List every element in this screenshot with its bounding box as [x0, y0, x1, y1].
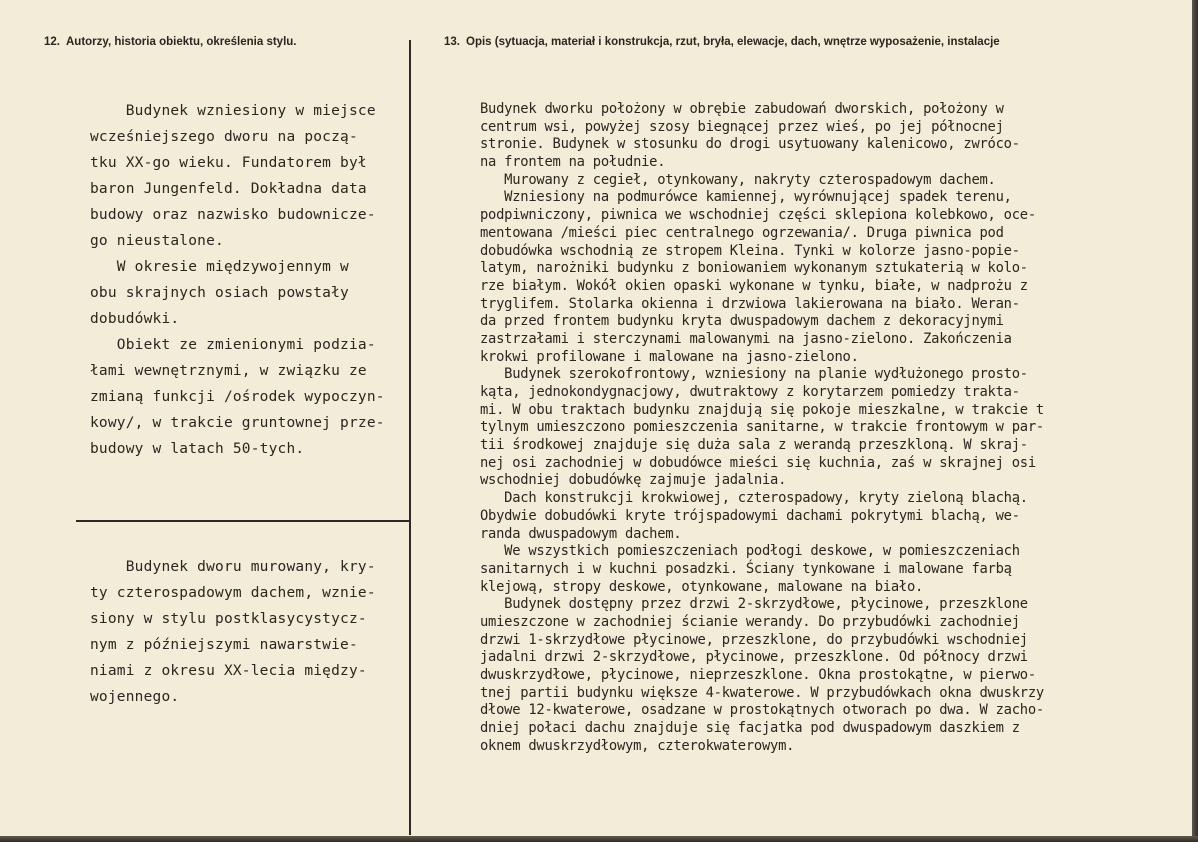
- style-line: niami z okresu XX-lecia między-: [90, 663, 367, 679]
- description-line: na frontem na południe.: [480, 154, 666, 171]
- description-line: dobudówka wschodnią ze stropem Kleina. Tynki w kolorze jasno-popie-: [480, 242, 1020, 259]
- description-line: tryglifem. Stolarka okienna i drzwiowa lakierowana na biało. Weran-: [480, 295, 1020, 312]
- section-12-title: Autorzy, historia obiektu, określenia stylu.: [66, 36, 297, 48]
- description-line: stronie. Budynek w stosunku do drogi usytuowany kalenicowo, zwróco-: [480, 136, 1020, 153]
- history-line: zmianą funkcji /ośrodek wypoczyn-: [90, 389, 385, 405]
- description-text: [480, 101, 1044, 755]
- description-line: Budynek dostępny przez drzwi 2-skrzydłowe, płycinowe, przeszklone: [480, 596, 1028, 613]
- description-line: mentowana /mieści piec centralnego ogrzewania/. Druga piwnica pod: [480, 224, 1004, 241]
- description-line: mi. W obu traktach budynku znajdują się pokoje mieszkalne, w trakcie t: [480, 401, 1044, 418]
- section-12-number: 12.: [44, 36, 60, 48]
- description-line: dwuskrzydłowe, płycinowe, nieprzeszklone. Okna prostokątne, w pierwo-: [480, 667, 1036, 683]
- history-line: obu skrajnych osiach powstały: [90, 285, 349, 301]
- description-line: drzwi 1-skrzydłowe płycinowe, przeszklone, do przybudówki wschodniej: [480, 631, 1028, 648]
- description-line: latym, narożniki budynku z boniowaniem wykonanym sztukaterią w kolo-: [480, 260, 1028, 277]
- style-text: [90, 554, 376, 710]
- style-line: siony w stylu postklasycystycz-: [90, 611, 367, 627]
- description-line: tii środkowej znajduje się duża sala z werandą przeszkloną. W skraj-: [480, 437, 1028, 454]
- description-line: podpiwniczony, piwnica we wschodniej części sklepiona kolebkowo, oce-: [480, 207, 1036, 224]
- description-line: dłowe 12-kwaterowe, osadzane w prostokątnych otworach po dwa. W zacho-: [480, 702, 1044, 719]
- history-line: Budynek wzniesiony w miejsce: [90, 103, 376, 119]
- style-line: nym z późniejszymi nawarstwie-: [90, 637, 358, 653]
- description-line: Budynek dworku położony w obrębie zabudowań dworskich, położony w: [480, 101, 1004, 117]
- section-13-title: Opis (sytuacja, materiał i konstrukcja, rzut, bryła, elewacje, dach, wnętrze wyposażenie, instalacje: [466, 36, 1000, 48]
- description-line: randa dwuspadowym dachem.: [480, 525, 682, 542]
- style-line: ty czterospadowym dachem, wznie-: [90, 585, 376, 601]
- description-line: Obydwie dobudówki kryte trójspadowymi dachami pokrytymi blachą, we-: [480, 507, 1020, 524]
- description-line: nej osi zachodniej w dobudówce mieści się kuchnia, zaś w skrajnej osi: [480, 454, 1036, 471]
- section-13-number: 13.: [444, 36, 460, 48]
- description-line: krokwi profilowane i malowane na jasno-zielono.: [480, 348, 859, 365]
- scan-edge-bottom: [0, 836, 1198, 842]
- history-line: budowy w latach 50-tych.: [90, 441, 305, 457]
- history-text: [90, 98, 385, 462]
- style-line: wojennego.: [90, 689, 180, 705]
- history-line: go nieustalone.: [90, 233, 224, 249]
- history-line: kowy/, w trakcie gruntownej prze-: [90, 415, 385, 431]
- description-line: Budynek szerokofrontowy, wzniesiony na planie wydłużonego prosto-: [480, 366, 1028, 383]
- description-line: Wzniesiony na podmurówce kamiennej, wyrównującej spadek terenu,: [480, 189, 1012, 206]
- history-line: tku XX-go wieku. Fundatorem był: [90, 155, 367, 171]
- description-line: rze białym. Wokół okien opaski wykonane w tynku, białe, w nadprożu z: [480, 277, 1028, 294]
- description-line: zastrzałami i sterczynami malowanymi na jasno-zielono. Zakończenia: [480, 330, 1012, 347]
- description-line: centrum wsi, powyżej szosy biegnącej przez wieś, po jej północnej: [480, 118, 1004, 135]
- description-line: umieszczone w zachodniej ścianie werandy. Do przybudówki zachodniej: [480, 613, 1020, 630]
- left-section-divider: [76, 520, 410, 522]
- column-divider: [409, 40, 411, 835]
- description-line: klejową, stropy deskowe, otynkowane, malowane na biało.: [480, 578, 924, 595]
- history-line: budowy oraz nazwisko budownicze-: [90, 207, 376, 223]
- section-12-header: [44, 36, 296, 48]
- description-line: Dach konstrukcji krokwiowej, czterospadowy, kryty zieloną blachą.: [480, 490, 1028, 507]
- description-line: tylnym umieszczono pomieszczenia sanitarne, w trakcie frontowym w par-: [480, 419, 1044, 436]
- history-line: łami wewnętrznymi, w związku ze: [90, 363, 367, 379]
- description-line: wschodniej dobudówkę zajmuje jadalnia.: [480, 472, 787, 489]
- description-line: jadalni drzwi 2-skrzydłowe, płycinowe, przeszklone. Od północy drzwi: [480, 649, 1028, 666]
- history-line: wcześniejszego dworu na począ-: [90, 129, 358, 145]
- description-line: da przed frontem budynku kryta dwuspadowym dachem z dekoracyjnymi: [480, 313, 1004, 330]
- description-line: dniej połaci dachu znajduje się facjatka pod dwuspadowym daszkiem z: [480, 720, 1020, 737]
- description-line: We wszystkich pomieszczeniach podłogi deskowe, w pomieszczeniach: [480, 543, 1020, 560]
- description-line: kąta, jednokondygnacjowy, dwutraktowy z korytarzem pomiedzy trakta-: [480, 384, 1020, 400]
- description-line: oknem dwuskrzydłowym, czterokwaterowym.: [480, 737, 795, 754]
- history-line: baron Jungenfeld. Dokładna data: [90, 181, 367, 197]
- history-line: dobudówki.: [90, 311, 180, 327]
- style-line: Budynek dworu murowany, kry-: [90, 559, 376, 575]
- history-line: Obiekt ze zmienionymi podzia-: [90, 337, 376, 353]
- section-13-header: [444, 36, 1000, 48]
- description-line: sanitarnych i w kuchni posadzki. Ściany tynkowane i malowane farbą: [480, 560, 1012, 577]
- scan-edge-right: [1192, 0, 1198, 842]
- description-line: Murowany z cegieł, otynkowany, nakryty czterospadowym dachem.: [480, 171, 996, 188]
- history-line: W okresie międzywojennym w: [90, 259, 349, 275]
- description-line: tnej partii budynku większe 4-kwaterowe. W przybudówkach okna dwuskrzy: [480, 684, 1044, 701]
